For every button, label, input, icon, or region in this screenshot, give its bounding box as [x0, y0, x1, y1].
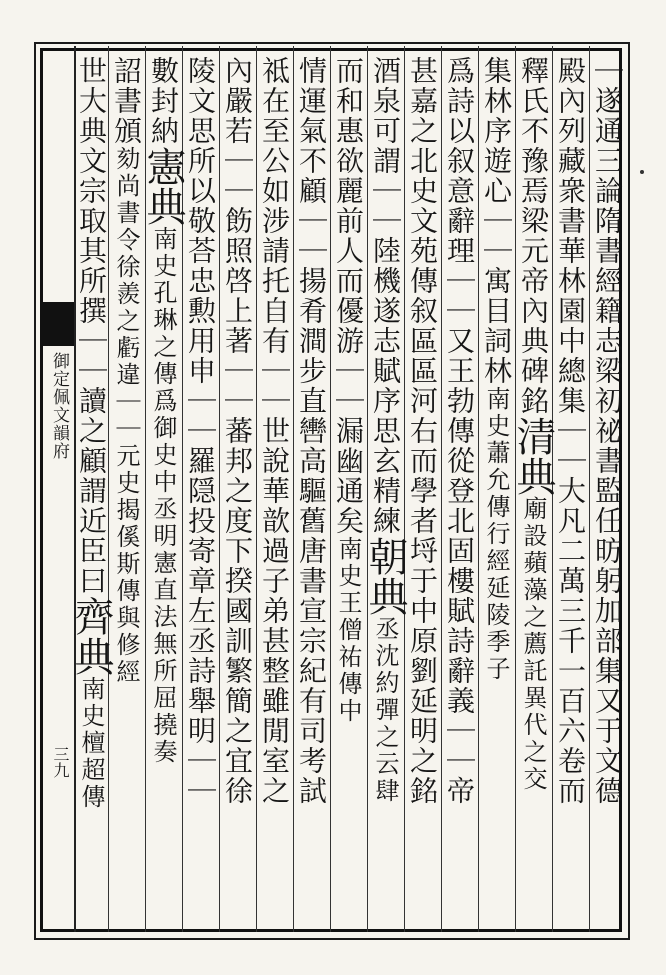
- text-column-15: [68, 56, 114, 928]
- text-column-4: [479, 56, 513, 928]
- text-column-10: 祗在至公如涉請托自有｜｜世說華歆過子弟甚整雖閒室之: [258, 56, 291, 806]
- text-column-11: 內嚴若｜｜飭照啓上著｜｜蕃邦之度下揆國訓繁簡之宜徐: [221, 56, 254, 806]
- book-title: 御定佩文韻府: [49, 352, 69, 460]
- text-column-12: 陵文思所以敬荅忠勲用申｜｜羅隠投寄章左丞詩舉明｜｜: [184, 56, 217, 806]
- text-column-8: [331, 56, 365, 928]
- note-text: 廟設蘋藻之薦託異代之交: [519, 496, 547, 793]
- page-number: 三九: [51, 746, 70, 778]
- note-text: 南史孔琳之傳爲御史中丞明憲直法無所屈撓奏: [149, 226, 177, 766]
- column-text: 釋氏不豫焉梁元帝內典碑銘: [517, 56, 550, 416]
- column-text: 酒泉可謂｜｜陸機遂志賦序思玄精練: [369, 56, 402, 536]
- text-column-14: [109, 56, 143, 928]
- column-text: 世大典文宗取其所撰｜｜讀之顧謂近臣曰: [75, 56, 108, 596]
- heading-qing-dian: 清典: [510, 416, 556, 496]
- column-text: 而和惠欲麗前人而優游｜｜漏幽通矣: [332, 56, 365, 536]
- heading-xian-dian: 憲典: [140, 146, 186, 226]
- fish-tail-mark: [40, 302, 74, 346]
- note-text: 丞沈約彈之云肆: [371, 616, 399, 805]
- speck-mark: [640, 170, 644, 174]
- heading-qi-dian: 齊典: [68, 596, 114, 676]
- text-column-9: 情運氣不顧｜｜揚肴澗步直轡高驅舊唐書宣宗紀有司考試: [295, 56, 328, 806]
- text-column-6: 甚嘉之北史文苑傳叙區區河右而學者埒于中原劉延明之銘: [406, 56, 439, 806]
- note-text: 劾尚書令徐羨之虧違｜｜元史揭傒斯傳與修經: [112, 146, 140, 686]
- text-column-5: 爲詩以叙意辭理｜｜又王勃傳從登北固樓賦詩辭義｜｜帝: [443, 56, 476, 806]
- column-text: 詔書頒: [110, 56, 143, 146]
- note-text: 南史檀超傳: [77, 676, 105, 811]
- heading-chao-dian: 朝典: [362, 536, 408, 616]
- text-column-7: [362, 56, 408, 928]
- text-column-13: [140, 56, 186, 928]
- column-text: 數封納: [147, 56, 180, 146]
- note-text: 南史蕭允傳行經延陵季子: [482, 386, 510, 683]
- column-text: 集林序遊心｜｜寓目詞林: [480, 56, 513, 386]
- text-column-1: ｜遂通三論隋書經籍志梁初祕書監任昉躬加部集又于文德: [591, 56, 624, 806]
- text-column-3: [510, 56, 556, 928]
- text-column-2: 殿內列藏衆書華林園中總集｜｜大凡二萬三千一百六卷而: [554, 56, 587, 806]
- note-text: 南史王僧祐傳中: [334, 536, 362, 725]
